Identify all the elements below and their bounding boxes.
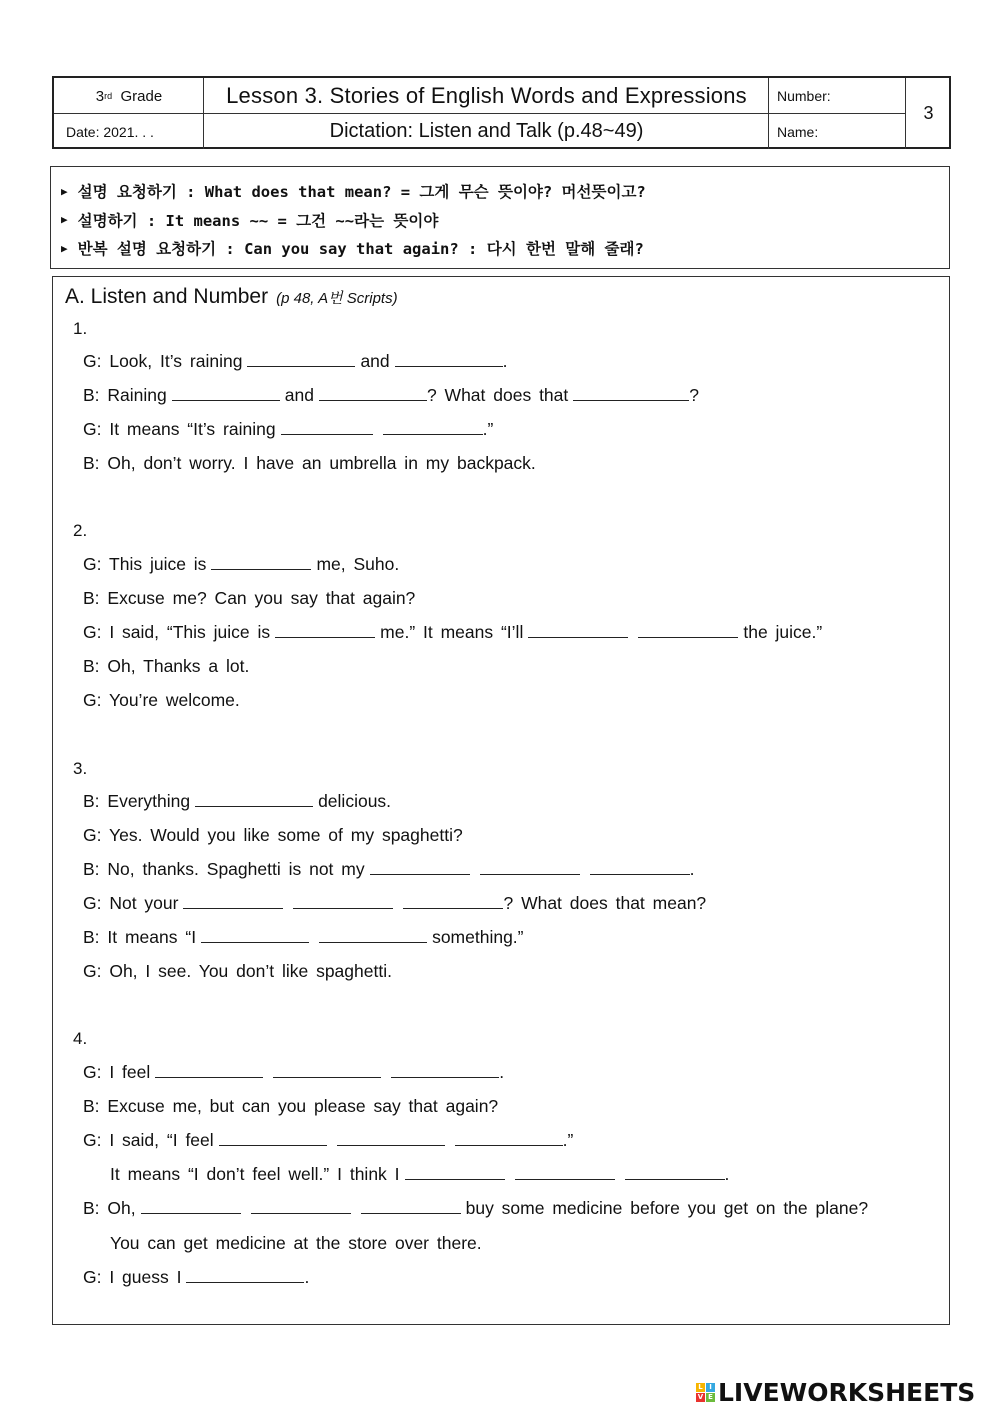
line-text: B: Everything: [83, 791, 191, 811]
liveworksheets-logo-icon: [696, 1383, 715, 1402]
dialogue-line: [83, 1096, 498, 1117]
answer-blank[interactable]: [141, 1199, 241, 1214]
line-text: G: I said, “I feel: [83, 1130, 214, 1150]
answer-blank[interactable]: [590, 860, 690, 875]
dialogue-line: [83, 622, 822, 643]
answer-blank[interactable]: [455, 1131, 563, 1146]
line-text: delicious.: [318, 791, 392, 811]
dialogue-line: [110, 1164, 729, 1185]
answer-blank[interactable]: [337, 1131, 445, 1146]
line-text: G: Oh, I see. You don’t like spaghetti.: [83, 961, 392, 981]
dialogue-line: [83, 656, 249, 677]
dialogue-line: [83, 859, 694, 880]
dialogue-line: [83, 1062, 504, 1083]
grade-cell: [54, 78, 204, 114]
dialogue-number: 2.: [73, 521, 88, 540]
triangle-bullet-icon: ▶: [61, 184, 68, 198]
answer-blank[interactable]: [275, 623, 375, 638]
info-line: [61, 234, 949, 263]
answer-blank[interactable]: [319, 386, 427, 401]
line-text: G: You’re welcome.: [83, 690, 240, 710]
info-text: 설명 요청하기 : What does that mean? = 그게 무슨 뜻이야? 머선뜻이고?: [77, 183, 646, 202]
dialogue-line: [83, 927, 524, 948]
dialogue-line: [83, 893, 706, 914]
triangle-bullet-icon: ▶: [61, 241, 68, 255]
line-text: B: Excuse me, but can you please say that again?: [83, 1096, 499, 1116]
line-text: You can get medicine at the store over there.: [110, 1233, 482, 1253]
line-text: B: Oh, don’t worry. I have an umbrella in my backpack.: [83, 453, 536, 473]
number-field[interactable]: Number:: [777, 88, 831, 104]
line-text: G: I guess I: [83, 1267, 182, 1287]
header-table: [52, 76, 951, 149]
date-field[interactable]: Date: 2021. . .: [66, 123, 154, 140]
line-text: ?: [689, 385, 699, 405]
answer-blank[interactable]: [201, 928, 309, 943]
answer-blank[interactable]: [573, 386, 689, 401]
line-text: .”: [482, 419, 494, 439]
answer-blank[interactable]: [319, 928, 427, 943]
line-text: me, Suho.: [316, 554, 400, 574]
dialogue-number: 3.: [73, 759, 88, 778]
dialogue-line: [110, 1233, 482, 1254]
dialogue-line: [83, 825, 463, 846]
triangle-bullet-icon: ▶: [61, 213, 68, 227]
answer-blank[interactable]: [195, 792, 313, 807]
dialogue-line: [83, 961, 392, 982]
page-number: 3: [923, 103, 934, 123]
line-text: G: It means “It’s raining: [83, 419, 276, 439]
dialogue-line: [83, 588, 415, 609]
line-text: the juice.”: [743, 622, 823, 642]
dialogue-line: [83, 351, 508, 372]
line-text: G: Yes. Would you like some of my spaghetti?: [83, 825, 463, 845]
line-text: G: I feel: [83, 1062, 151, 1082]
dialogue-line: [83, 1267, 309, 1288]
answer-blank[interactable]: [383, 420, 483, 435]
dialogue-line: [83, 419, 493, 440]
line-text: B: No, thanks. Spaghetti is not my: [83, 859, 365, 879]
lesson-subtitle: Dictation: Listen and Talk (p.48~49): [329, 120, 644, 142]
line-text: ? What does that mean?: [503, 893, 707, 913]
answer-blank[interactable]: [480, 860, 580, 875]
line-text: buy some medicine before you get on the plane?: [465, 1198, 869, 1218]
logo-letter-v: V: [697, 1393, 704, 1401]
line-text: B: Oh,: [83, 1198, 136, 1218]
name-field[interactable]: Name:: [777, 123, 819, 140]
answer-blank[interactable]: [273, 1063, 381, 1078]
answer-blank[interactable]: [361, 1199, 461, 1214]
answer-blank[interactable]: [281, 420, 373, 435]
logo-letter-l: L: [696, 1383, 705, 1392]
dialogue-line: [83, 791, 391, 812]
info-text: 설명하기 : It means ~~ = 그건 ~~라는 뜻이야: [77, 211, 439, 230]
dialogue-line: [83, 453, 536, 474]
lesson-title: Lesson 3. Stories of English Words and Expressions: [226, 83, 747, 108]
dialogue-line: [83, 1130, 573, 1151]
dialogue-number: 1.: [73, 319, 88, 338]
line-text: It means “I don’t feel well.” I think I: [110, 1164, 400, 1184]
dialogue-number: 4.: [73, 1029, 88, 1048]
answer-blank[interactable]: [186, 1268, 304, 1283]
line-text: B: Oh, Thanks a lot.: [83, 656, 250, 676]
line-text: and: [284, 385, 314, 405]
answer-blank[interactable]: [395, 352, 503, 367]
section-title: A. Listen and Number: [65, 285, 269, 308]
answer-blank[interactable]: [370, 860, 470, 875]
expression-info-box: [50, 166, 950, 269]
line-text: me.” It means “I’ll: [380, 622, 524, 642]
grade-suffix: rd: [104, 91, 113, 101]
answer-blank[interactable]: [625, 1165, 725, 1180]
line-text: .: [502, 351, 508, 371]
info-line: [61, 206, 949, 235]
answer-blank[interactable]: [247, 352, 355, 367]
dialogue-line: [83, 554, 399, 575]
info-text: 반복 설명 요청하기 : Can you say that again? : 다시 한번 말해 줄래?: [77, 240, 644, 259]
dictation-section: [52, 276, 950, 1325]
line-text: G: I said, “This juice is: [83, 622, 271, 642]
logo-text: LIVEWORKSHEETS: [718, 1378, 976, 1407]
line-text: .: [689, 859, 695, 879]
line-text: and: [360, 351, 390, 371]
line-text: something.”: [432, 927, 524, 947]
dialogue-line: [83, 690, 240, 711]
section-heading: [65, 285, 398, 309]
answer-blank[interactable]: [172, 386, 280, 401]
answer-blank[interactable]: [219, 1131, 327, 1146]
grade-label: Grade: [120, 87, 163, 105]
line-text: .”: [562, 1130, 574, 1150]
answer-blank[interactable]: [183, 894, 283, 909]
line-text: ? What does that: [426, 385, 569, 405]
answer-blank[interactable]: [155, 1063, 263, 1078]
answer-blank[interactable]: [211, 555, 311, 570]
answer-blank[interactable]: [403, 894, 503, 909]
line-text: .: [499, 1062, 505, 1082]
dialogue-line: [83, 1198, 868, 1219]
line-text: B: Excuse me? Can you say that again?: [83, 588, 416, 608]
answer-blank[interactable]: [293, 894, 393, 909]
section-note: (p 48, A번 Scripts): [276, 290, 398, 307]
answer-blank[interactable]: [528, 623, 628, 638]
line-text: B: It means “I: [83, 927, 197, 947]
answer-blank[interactable]: [638, 623, 738, 638]
answer-blank[interactable]: [405, 1165, 505, 1180]
line-text: G: Not your: [83, 893, 179, 913]
logo-letter-i: I: [706, 1383, 715, 1392]
line-text: G: This juice is: [83, 554, 207, 574]
dialogue-line: [83, 385, 699, 406]
logo-letter-e: E: [706, 1393, 715, 1402]
info-line: [61, 177, 949, 206]
answer-blank[interactable]: [391, 1063, 499, 1078]
answer-blank[interactable]: [515, 1165, 615, 1180]
grade-number: 3: [95, 87, 105, 105]
line-text: G: Look, It’s raining: [83, 351, 243, 371]
line-text: .: [304, 1267, 310, 1287]
line-text: B: Raining: [83, 385, 167, 405]
answer-blank[interactable]: [251, 1199, 351, 1214]
line-text: .: [724, 1164, 730, 1184]
liveworksheets-logo[interactable]: [696, 1378, 975, 1407]
